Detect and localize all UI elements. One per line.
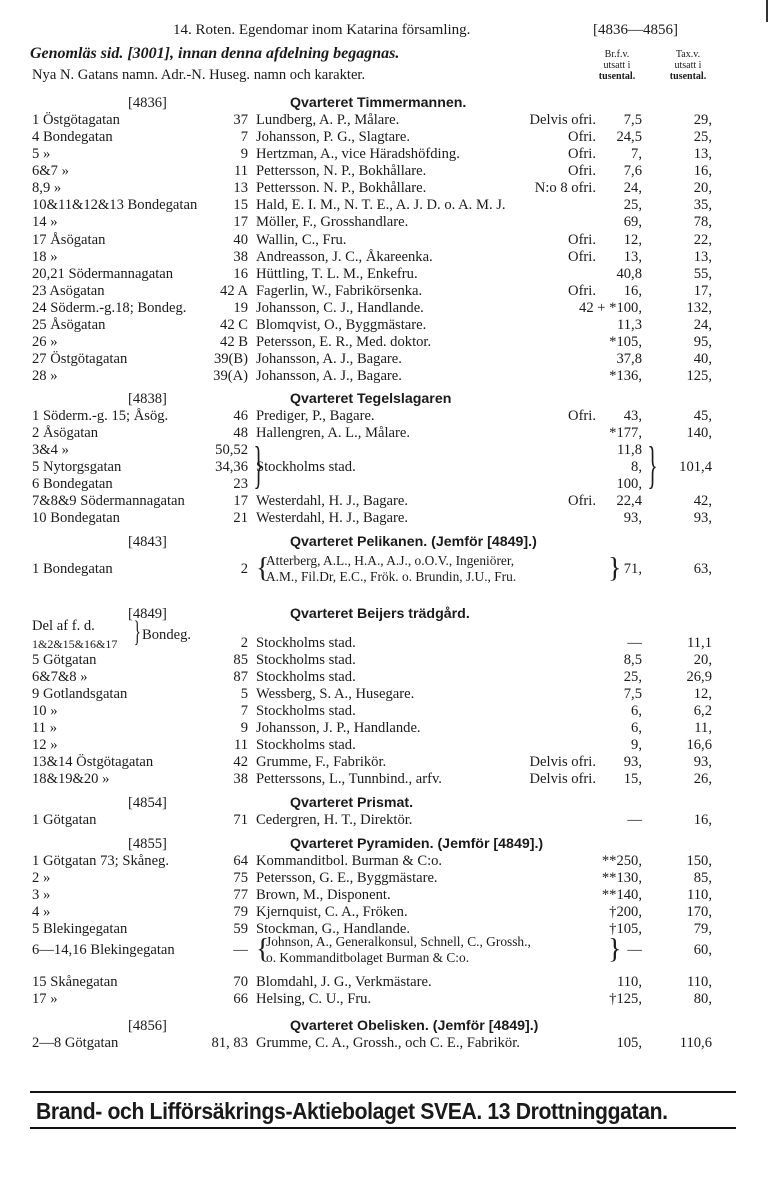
- fire-value: 93,: [623, 510, 642, 526]
- house-number: 64: [233, 853, 248, 869]
- tax-value: 11,1: [687, 635, 712, 651]
- address: 6&7 »: [32, 163, 69, 179]
- fire-value: —: [627, 812, 642, 828]
- brace-left: {: [256, 553, 270, 584]
- house-number: 16: [233, 266, 248, 282]
- tax-value: 12,: [693, 686, 712, 702]
- house-number: 21: [233, 510, 248, 526]
- address: 5 Götgatan: [32, 652, 97, 668]
- address: 6&7&8 »: [32, 669, 88, 685]
- address: 18&19&20 »: [32, 771, 110, 787]
- address: 1 Östgötagatan: [32, 112, 120, 128]
- owner-line: Johnson, A., Generalkonsul, Schnell, C., Grossh.,: [266, 934, 531, 949]
- note: Ofri.: [568, 493, 596, 509]
- note: Delvis ofri.: [529, 754, 596, 770]
- note: Ofri.: [568, 232, 596, 248]
- tax-value: 16,6: [686, 737, 712, 753]
- house-number: 87: [233, 669, 248, 685]
- house-number: 7: [240, 703, 248, 719]
- house-number: 39(A): [213, 368, 248, 384]
- address: 27 Östgötagatan: [32, 351, 128, 367]
- house-number: 42 B: [220, 334, 248, 350]
- address: 5 »: [32, 146, 51, 162]
- fire-value: 110,: [617, 974, 642, 990]
- instruction-line: Genomläs sid. [3001], innan denna afdelning begagnas.: [30, 45, 400, 62]
- address: 17 »: [32, 991, 58, 1007]
- tax-value: 80,: [693, 991, 712, 1007]
- fire-value: 22,4: [616, 493, 642, 509]
- address: 8,9 »: [32, 180, 62, 196]
- tax-value: 63,: [693, 561, 712, 577]
- address-street: Bondeg.: [142, 627, 192, 643]
- block-title: Qvarteret Pelikanen. (Jemför [4849].): [290, 534, 537, 550]
- owner: Stockman, G., Handlande.: [256, 921, 411, 937]
- brace-left: {: [256, 934, 270, 965]
- owner: Johansson, A. J., Bagare.: [256, 368, 402, 384]
- owner: Hallengren, A. L., Målare.: [256, 425, 410, 441]
- owner: Pettersson, N. P., Bokhållare.: [256, 163, 427, 179]
- owner: Blomqvist, O., Byggmästare.: [256, 317, 427, 333]
- fire-value: 71,: [623, 561, 642, 577]
- owner: Helsing, C. U., Fru.: [256, 991, 372, 1007]
- fire-value: 13,: [623, 249, 642, 265]
- owner: Möller, F., Grosshandlare.: [256, 214, 409, 230]
- address: 18 »: [32, 249, 58, 265]
- block-code: [4849]: [128, 606, 167, 622]
- house-number: 2: [240, 561, 248, 577]
- tax-value: 16,: [693, 163, 712, 179]
- address: 13&14 Östgötagatan: [32, 754, 154, 770]
- owner: Johansson, A. J., Bagare.: [256, 351, 402, 367]
- tax-value: 85,: [693, 870, 712, 886]
- owner: Fagerlin, W., Fabrikörsenka.: [256, 283, 423, 299]
- house-number: 7: [240, 129, 248, 145]
- col-brfv: Br.f.v.: [604, 49, 630, 60]
- owner: Stockholms stad.: [256, 737, 356, 753]
- address: 5 Nytorgsgatan: [32, 459, 122, 475]
- house-number: 70: [233, 974, 248, 990]
- address: 15 Skånegatan: [32, 974, 118, 990]
- fire-value: *105,: [609, 334, 642, 350]
- owner: Grumme, F., Fabrikör.: [256, 754, 387, 770]
- tax-value: 16,: [693, 812, 712, 828]
- address: 2—8 Götgatan: [32, 1035, 119, 1051]
- tax-value: 132,: [686, 300, 712, 316]
- tax-value: 93,: [693, 510, 712, 526]
- block-code: [4843]: [128, 534, 167, 550]
- fire-value: 12,: [623, 232, 642, 248]
- fire-value: 25,: [623, 669, 642, 685]
- address: 1 Bondegatan: [32, 561, 113, 577]
- fire-value: 7,6: [623, 163, 642, 179]
- address: 26 »: [32, 334, 58, 350]
- tax-value: 170,: [686, 904, 712, 920]
- tax-value: 78,: [693, 214, 712, 230]
- page-header: 14. Roten. Egendomar inom Katarina församling.: [173, 22, 471, 38]
- house-number: 34,36: [215, 459, 248, 475]
- address: 3&4 »: [32, 442, 69, 458]
- note: Ofri.: [568, 249, 596, 265]
- house-number: 42: [233, 754, 248, 770]
- note: Ofri.: [568, 146, 596, 162]
- house-number: 42 A: [220, 283, 248, 299]
- tax-value: 110,6: [679, 1035, 712, 1051]
- house-number: 17: [233, 214, 248, 230]
- note: Ofri.: [568, 129, 596, 145]
- column-header-left: Nya N. Gatans namn. Adr.-N. Huseg. namn och karakter.: [32, 67, 366, 83]
- house-number: 46: [233, 408, 248, 424]
- address: 10 Bondegatan: [32, 510, 120, 526]
- address: 1 Götgatan 73; Skåneg.: [32, 853, 169, 869]
- fire-value: 93,: [623, 754, 642, 770]
- fire-value: 15,: [623, 771, 642, 787]
- note: Ofri.: [568, 283, 596, 299]
- footer-rule-bottom: [30, 1127, 736, 1129]
- owner: Hertzman, A., vice Häradshöfding.: [256, 146, 460, 162]
- tax-value: 25,: [693, 129, 712, 145]
- brace-addr: }: [133, 615, 141, 648]
- page-range: [4836—4856]: [593, 22, 678, 38]
- address: 10 »: [32, 703, 58, 719]
- note: Delvis ofri.: [529, 771, 596, 787]
- owner: Stockholms stad.: [256, 652, 356, 668]
- address: 6 Bondegatan: [32, 476, 113, 492]
- fire-value: 9,: [631, 737, 642, 753]
- fire-value: 7,5: [623, 686, 642, 702]
- fire-value: †105,: [609, 921, 642, 937]
- owner: Westerdahl, H. J., Bagare.: [256, 510, 409, 526]
- address-line: 1&2&15&16&17: [32, 637, 118, 651]
- tax-value: 11,: [694, 720, 712, 736]
- owner: Kjernquist, C. A., Fröken.: [256, 904, 408, 920]
- house-number: 37: [233, 112, 248, 128]
- owner: Stockholms stad.: [256, 669, 356, 685]
- house-number: 2: [240, 635, 248, 651]
- tax-value: 13,: [693, 249, 712, 265]
- owner: Petersson, G. E., Byggmästare.: [256, 870, 438, 886]
- tax-value: 20,: [693, 652, 712, 668]
- fire-value: 105,: [616, 1035, 642, 1051]
- house-number: 11: [233, 163, 248, 179]
- fire-value: 11,3: [617, 317, 642, 333]
- owner: Johansson, J. P., Handlande.: [256, 720, 421, 736]
- address: 1 Söderm.-g. 15; Åsög.: [32, 408, 169, 424]
- tax-value: 125,: [686, 368, 712, 384]
- fire-value: 69,: [623, 214, 642, 230]
- fire-value: †200,: [609, 904, 642, 920]
- fire-value: 6,: [631, 703, 642, 719]
- tax-value: 26,9: [686, 669, 712, 685]
- note: Delvis ofri.: [529, 112, 596, 128]
- note: N:o 8 ofri.: [534, 180, 596, 196]
- fire-value: 25,: [623, 197, 642, 213]
- house-number: 38: [233, 771, 248, 787]
- owner: Stockholms stad.: [256, 459, 356, 475]
- address: 4 Bondegatan: [32, 129, 113, 145]
- owner: Hüttling, T. L. M., Enkefru.: [256, 266, 418, 282]
- footer-advert: Brand- och Lifförsäkrings-Aktiebolaget SVEA. 13 Drottninggatan.: [36, 1098, 668, 1124]
- fire-value: 6,: [631, 720, 642, 736]
- owner: Blomdahl, J. G., Verkmästare.: [256, 974, 432, 990]
- block-title: Qvarteret Tegelslagaren: [290, 391, 452, 407]
- block-code: [4856]: [128, 1018, 167, 1034]
- address: 7&8&9 Södermannagatan: [32, 493, 185, 509]
- owner: Kommanditbol. Burman & C:o.: [256, 853, 443, 869]
- address: 17 Åsögatan: [32, 232, 106, 248]
- house-number: 40: [233, 232, 248, 248]
- owner: Cedergren, H. T., Direktör.: [256, 812, 413, 828]
- fire-value: 11,8: [617, 442, 642, 458]
- tax-value: 40,: [693, 351, 712, 367]
- fire-value: —: [627, 942, 642, 958]
- fire-value: 40,8: [616, 266, 642, 282]
- owner-line: o. Kommanditbolaget Burman & C:o.: [266, 950, 470, 965]
- house-number: 59: [233, 921, 248, 937]
- tax-value: 79,: [693, 921, 712, 937]
- address: 2 Åsögatan: [32, 425, 99, 441]
- owner: Wessberg, S. A., Husegare.: [256, 686, 415, 702]
- house-number: 9: [240, 146, 248, 162]
- fire-value: 7,5: [623, 112, 642, 128]
- owner-line: A.M., Fil.Dr, E.C., Frök. o. Brundin, J.U., Fru.: [266, 569, 517, 584]
- fire-value: *136,: [609, 368, 642, 384]
- tax-value: 95,: [693, 334, 712, 350]
- fire-value: 8,5: [623, 652, 642, 668]
- owner: Stockholms stad.: [256, 635, 356, 651]
- house-number: 85: [233, 652, 248, 668]
- tax-value: 60,: [693, 942, 712, 958]
- fire-value: —: [627, 635, 642, 651]
- house-number: 11: [233, 737, 248, 753]
- block-title: Qvarteret Prismat.: [290, 795, 414, 811]
- owner: Westerdahl, H. J., Bagare.: [256, 493, 409, 509]
- owner: Johansson, C. J., Handlande.: [256, 300, 424, 316]
- note: Ofri.: [568, 163, 596, 179]
- tax-value: 13,: [693, 146, 712, 162]
- page-edge-mark: [766, 0, 768, 22]
- tax-value: 42,: [693, 493, 712, 509]
- block-title: Qvarteret Beijers trädgård.: [290, 606, 470, 622]
- tax-value: 6,2: [693, 703, 712, 719]
- owner: Pettersson. N. P., Bokhållare.: [256, 180, 427, 196]
- owner: Wallin, C., Fru.: [256, 232, 347, 248]
- address: 24 Söderm.-g.18; Bondeg.: [32, 300, 187, 316]
- fire-value: **250,: [601, 853, 642, 869]
- house-number: 66: [233, 991, 248, 1007]
- block-title: Qvarteret Pyramiden. (Jemför [4849].): [290, 836, 544, 852]
- block-title: Qvarteret Timmermannen.: [290, 95, 467, 111]
- house-number: —: [233, 942, 248, 958]
- owner: Stockholms stad.: [256, 703, 356, 719]
- tax-value: 17,: [693, 283, 712, 299]
- brace-group: }: [253, 437, 264, 494]
- fire-value: 24,5: [616, 129, 642, 145]
- house-number: 42 C: [220, 317, 248, 333]
- tax-value: 55,: [693, 266, 712, 282]
- fire-value: 24,: [623, 180, 642, 196]
- house-number: 48: [233, 425, 248, 441]
- house-number: 79: [233, 904, 248, 920]
- address: 5 Blekingegatan: [32, 921, 128, 937]
- owner: Prediger, P., Bagare.: [256, 408, 375, 424]
- block-code: [4855]: [128, 836, 167, 852]
- col-taxv-tusental: tusental.: [669, 71, 707, 82]
- tax-value: 140,: [686, 425, 712, 441]
- tax-value: 150,: [686, 853, 712, 869]
- owner: Grumme, C. A., Grossh., och C. E., Fabrikör.: [256, 1035, 520, 1051]
- address: 1 Götgatan: [32, 812, 97, 828]
- fire-value: 100,: [616, 476, 642, 492]
- address: 25 Åsögatan: [32, 317, 106, 333]
- address: 20,21 Södermannagatan: [32, 266, 174, 282]
- col-brfv-utsatt: utsatt i: [603, 60, 631, 71]
- tax-value: 35,: [693, 197, 712, 213]
- address: 3 »: [32, 887, 51, 903]
- house-number: 50,52: [215, 442, 248, 458]
- brace-group: }: [647, 437, 658, 494]
- house-number: 38: [233, 249, 248, 265]
- fire-value: *177,: [609, 425, 642, 441]
- fire-value: 16,: [623, 283, 642, 299]
- fire-value: 8,: [631, 459, 642, 475]
- fire-value: **130,: [601, 870, 642, 886]
- fire-value: †125,: [609, 991, 642, 1007]
- tax-value: 93,: [693, 754, 712, 770]
- house-number: 17: [233, 493, 248, 509]
- house-number: 75: [233, 870, 248, 886]
- house-number: 9: [240, 720, 248, 736]
- address: 10&11&12&13 Bondegatan: [32, 197, 198, 213]
- fire-value: **140,: [601, 887, 642, 903]
- fire-value: 37,8: [616, 351, 642, 367]
- tax-value: 29,: [693, 112, 712, 128]
- address: 11 »: [32, 720, 57, 736]
- brace-right: }: [608, 553, 622, 584]
- tax-value: 110,: [687, 887, 712, 903]
- address: 9 Gotlandsgatan: [32, 686, 128, 702]
- address: 14 »: [32, 214, 58, 230]
- address: 23 Asögatan: [32, 283, 105, 299]
- tax-value: 101,4: [679, 459, 712, 475]
- block-code: [4854]: [128, 795, 167, 811]
- tax-value: 110,: [687, 974, 712, 990]
- house-number: 13: [233, 180, 248, 196]
- tax-value: 20,: [693, 180, 712, 196]
- col-taxv-utsatt: utsatt i: [674, 60, 702, 71]
- house-number: 15: [233, 197, 248, 213]
- house-number: 19: [233, 300, 248, 316]
- address: 12 »: [32, 737, 58, 753]
- owner: Johansson, P. G., Slagtare.: [256, 129, 411, 145]
- brace-right: }: [608, 934, 622, 965]
- address: 2 »: [32, 870, 51, 886]
- address: 4 »: [32, 904, 51, 920]
- block-code: [4838]: [128, 391, 167, 407]
- owner: Petterssons, L., Tunnbind., arfv.: [256, 771, 442, 787]
- block-title: Qvarteret Obelisken. (Jemför [4849].): [290, 1018, 539, 1034]
- house-number: 39(B): [213, 351, 248, 367]
- note: Ofri.: [568, 408, 596, 424]
- owner-line: Atterberg, A.L., H.A., A.J., o.O.V., Ingeniörer,: [266, 553, 515, 568]
- address: 28 »: [32, 368, 58, 384]
- address-line: Del af f. d.: [32, 618, 95, 634]
- tax-value: 22,: [693, 232, 712, 248]
- footer-rule-top: [30, 1091, 736, 1093]
- owner: Andreasson, J. C., Åkareenka.: [256, 249, 433, 265]
- owner: Brown, M., Disponent.: [256, 887, 391, 903]
- fire-value: 42 + *100,: [579, 300, 642, 316]
- owner: Petersson, E. R., Med. doktor.: [256, 334, 432, 350]
- col-taxv: Tax.v.: [675, 49, 701, 60]
- fire-value: 43,: [623, 408, 642, 424]
- house-number: 71: [233, 812, 248, 828]
- house-number: 23: [233, 476, 248, 492]
- fire-value: 7,: [631, 146, 642, 162]
- tax-value: 24,: [693, 317, 712, 333]
- block-code: [4836]: [128, 95, 167, 111]
- col-brfv-tusental: tusental.: [598, 71, 636, 82]
- tax-value: 45,: [693, 408, 712, 424]
- tax-value: 26,: [693, 771, 712, 787]
- house-number: 77: [233, 887, 248, 903]
- owner: Hald, E. I. M., N. T. E., A. J. D. o. A. M. J.: [256, 197, 506, 213]
- address: 6—14,16 Blekingegatan: [32, 942, 175, 958]
- owner: Lundberg, A. P., Målare.: [256, 112, 400, 128]
- house-number: 81, 83: [211, 1035, 248, 1051]
- house-number: 5: [240, 686, 248, 702]
